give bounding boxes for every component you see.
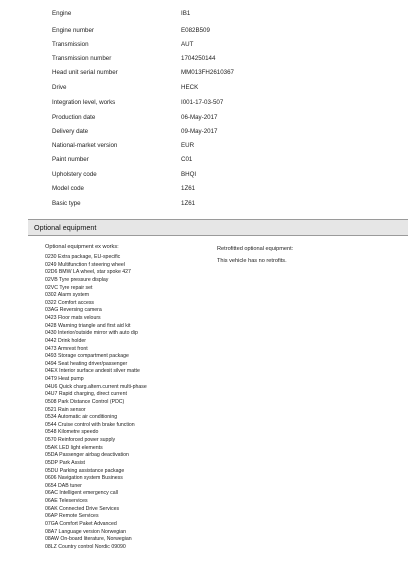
spec-label: Integration level, works (52, 99, 116, 106)
spec-value: 1Z61 (181, 185, 196, 192)
spec-label: Engine number (52, 27, 94, 34)
list-item: 0494 Seat heating driver/passenger (45, 360, 128, 367)
spec-label: Production date (52, 114, 96, 121)
spec-value: EUR (181, 142, 195, 149)
list-item: 0493 Storage compartment package (45, 353, 129, 360)
spec-label: Head unit serial number (52, 69, 118, 76)
spec-row (0, 7, 410, 21)
list-item: 07GA Comfort Paket Advanced (45, 520, 117, 527)
retrofitted-text: This vehicle has no retrofits. (217, 258, 287, 264)
spec-value: 1704250144 (181, 55, 216, 62)
list-item: 02VB Tyre pressure display (45, 276, 109, 283)
list-item: 06AE Teleservices (45, 498, 88, 504)
list-item: 0534 Automatic air conditioning (45, 414, 118, 421)
list-item: 0548 Kilometre speedo (45, 429, 99, 436)
list-item: 0423 Floor mats velours (45, 315, 101, 321)
list-item: 0473 Armrest front (45, 345, 88, 352)
optional-equipment-header (28, 219, 408, 236)
spec-value: AUT (181, 41, 194, 48)
spec-value: 06-May-2017 (181, 114, 218, 121)
spec-value: MM013FH2610367 (181, 69, 234, 76)
retrofitted-heading: Retrofitted optional equipment: (217, 246, 294, 252)
spec-value: I001-17-03-507 (181, 99, 224, 106)
list-item: 0442 Drink holder (45, 337, 86, 344)
spec-value: C01 (181, 156, 193, 163)
spec-label: Drive (52, 84, 67, 91)
spec-row (0, 197, 410, 211)
list-item: 0302 Alarm system (45, 292, 90, 299)
spec-row (0, 111, 410, 125)
list-item: 0654 DAB tuner (45, 482, 82, 489)
list-item: 0570 Reinforced power supply (45, 437, 116, 443)
equipment-list (45, 254, 147, 551)
spec-row (0, 38, 410, 52)
spec-value: 09-May-2017 (181, 128, 218, 135)
list-item: 08A7 Language version Norwegian (45, 528, 127, 535)
spec-row (0, 96, 410, 110)
list-item: 0230 Extra package, EU-specific (45, 254, 121, 260)
spec-label: National-market version (52, 142, 118, 149)
list-item: 05AK LED light elements (45, 444, 103, 451)
list-item: 06AC Intelligent emergency call (45, 490, 118, 497)
list-item: 0322 Comfort access (45, 299, 95, 306)
list-item: 08LZ Country control Nordic 09090 (45, 543, 126, 550)
list-item: 0508 Park Distance Control (PDC) (45, 398, 125, 405)
list-item: 06AK Connected Drive Services (45, 505, 120, 512)
list-item: 04EX Interior surface andesit silver matte (45, 368, 140, 375)
spec-value: HECK (181, 84, 199, 91)
spec-label: Upholstery code (52, 171, 97, 178)
spec-label: Basic type (52, 200, 81, 207)
spec-label: Transmission number (52, 55, 112, 62)
spec-value: IB1 (181, 10, 191, 17)
spec-row (0, 81, 410, 95)
list-item: 08AW On-board literature, Norwegian (45, 536, 132, 543)
list-item: 0249 Multifunction f steering wheel (45, 261, 125, 268)
list-item: 05DA Passenger airbag deactivation (45, 452, 129, 459)
spec-row (0, 125, 410, 139)
spec-row (0, 66, 410, 80)
spec-value: E082B509 (181, 27, 210, 34)
list-item: 05DP Park Assist (45, 459, 85, 466)
list-item: 02D6 BMW LA wheel, star spoke 427 (45, 269, 131, 276)
list-item: 0544 Cruise control with brake function (45, 421, 135, 428)
list-item: 04U7 Rapid charging, direct current (45, 391, 127, 398)
spec-value: 1Z61 (181, 200, 196, 207)
list-item: 05DU Parking assistance package (45, 467, 125, 474)
spec-label: Model code (52, 185, 84, 192)
list-item: 04T9 Heat pump (45, 376, 84, 382)
spec-row (0, 139, 410, 153)
spec-row (0, 168, 410, 182)
section-title: Optional equipment (34, 223, 97, 232)
list-item: 0521 Rain sensor (45, 406, 86, 413)
list-item: 0606 Navigation system Business (45, 475, 123, 482)
spec-row (0, 153, 410, 167)
spec-label: Transmission (52, 41, 89, 48)
list-item: 06AP Remote Services (45, 513, 99, 520)
list-item: 0428 Warning triangle and first aid kit (45, 322, 131, 329)
spec-row (0, 182, 410, 196)
spec-label: Engine (52, 10, 72, 17)
spec-value: BHQI (181, 171, 197, 178)
spec-label: Paint number (52, 156, 89, 163)
list-item: 04U6 Quick charg.altern.current multi-phase (45, 383, 147, 390)
spec-row (0, 24, 410, 38)
spec-row (0, 52, 410, 66)
ex-works-heading: Optional equipment ex works: (45, 244, 119, 250)
list-item: 0430 Interior/outside mirror with auto dip (45, 330, 138, 337)
list-item: 02VC Tyre repair set (45, 284, 93, 291)
spec-label: Delivery date (52, 128, 89, 135)
list-item: 03AG Reversing camera (45, 307, 102, 314)
